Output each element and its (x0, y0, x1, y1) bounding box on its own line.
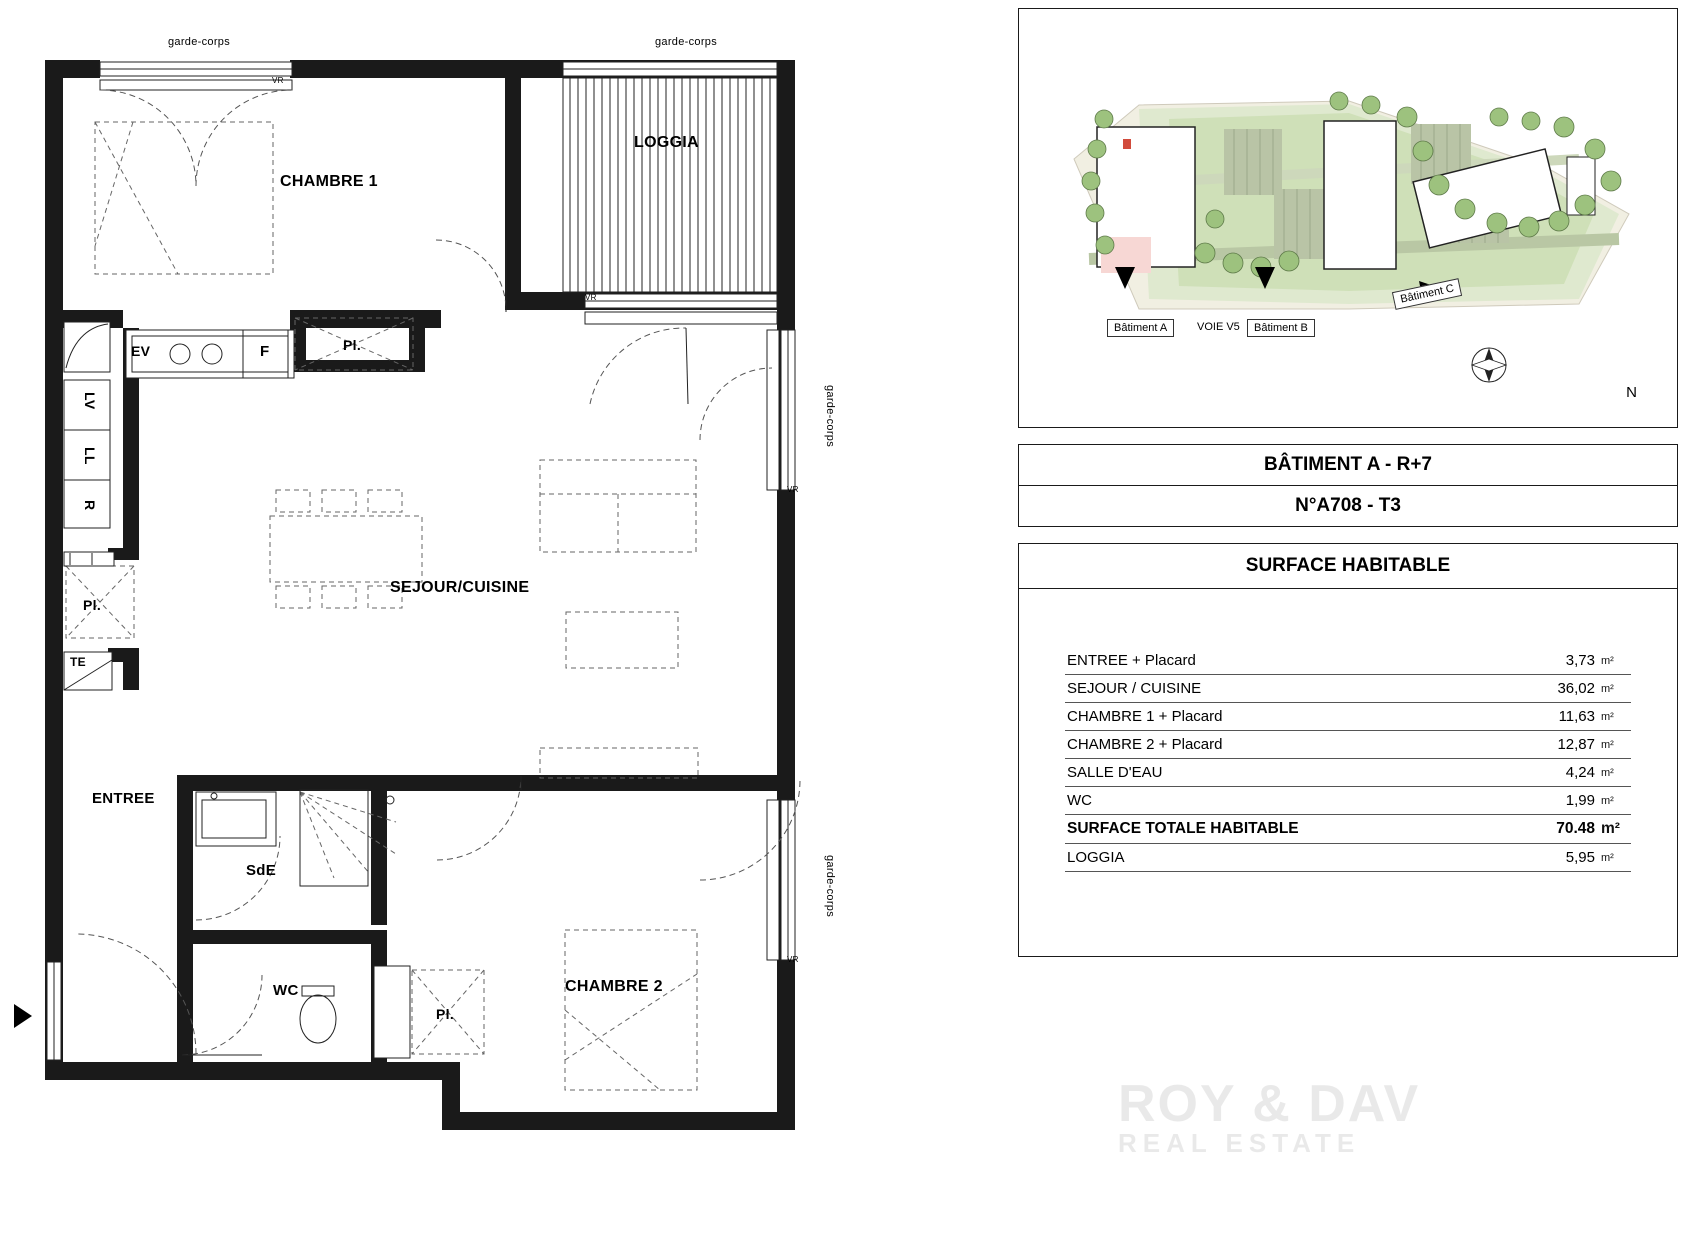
garde-corps-label-top-right: garde-corps (655, 36, 717, 48)
garde-corps-label-right-1: garde-corps (824, 385, 836, 447)
table-row (1065, 759, 1631, 787)
room-label-entree: ENTREE (92, 790, 155, 807)
fixture-label-r: R (82, 500, 98, 511)
site-map (1018, 8, 1678, 428)
surface-heading: SURFACE HABITABLE (1018, 543, 1678, 589)
surface-row-unit: m² (1599, 647, 1631, 675)
title-unit: N°A708 - T3 (1295, 495, 1401, 516)
room-label-loggia: LOGGIA (634, 134, 699, 151)
site-map-drawing (1019, 9, 1677, 427)
watermark-line-1: ROY & DAV (1118, 1075, 1421, 1133)
info-panel (1018, 8, 1678, 957)
garde-corps-label-top-left: garde-corps (168, 36, 230, 48)
surface-extra-unit: m² (1599, 844, 1631, 872)
table-row (1065, 647, 1631, 675)
vr-label-4: VR (787, 955, 799, 964)
table-row (1065, 787, 1631, 815)
surface-total-label: SURFACE TOTALE HABITABLE (1065, 815, 1514, 844)
surface-row-label: SEJOUR / CUISINE (1065, 675, 1514, 703)
surface-row-unit: m² (1599, 759, 1631, 787)
fixture-label-f: F (260, 343, 270, 360)
title-block (1018, 444, 1678, 527)
sitemap-label-batiment-c: Bâtiment C (1392, 278, 1463, 310)
surface-row-unit: m² (1599, 787, 1631, 815)
garde-corps-label-right-2: garde-corps (824, 855, 836, 917)
table-row (1065, 844, 1631, 872)
surface-row-value: 4,24 (1514, 759, 1599, 787)
vr-label-1: VR (272, 76, 284, 85)
room-label-wc: WC (273, 982, 299, 999)
surface-row-value: 3,73 (1514, 647, 1599, 675)
surface-row-value: 36,02 (1514, 675, 1599, 703)
surface-row-value: 12,87 (1514, 731, 1599, 759)
fixture-label-placard-2: Pl. (83, 597, 102, 613)
title-building: BÂTIMENT A - R+7 (1019, 445, 1677, 486)
vr-label-3: VR (787, 485, 799, 494)
surface-row-value: 11,63 (1514, 703, 1599, 731)
surface-total-value: 70.48 (1514, 815, 1599, 844)
surface-row-label: SALLE D'EAU (1065, 759, 1514, 787)
surface-row-label: ENTREE + Placard (1065, 647, 1514, 675)
surface-row-label: CHAMBRE 1 + Placard (1065, 703, 1514, 731)
fixture-label-ll: LL (82, 447, 98, 465)
surface-row-unit: m² (1599, 675, 1631, 703)
surface-row-unit: m² (1599, 703, 1631, 731)
surface-row-label: WC (1065, 787, 1514, 815)
watermark-line-2: REAL ESTATE (1118, 1128, 1361, 1158)
surface-row-value: 1,99 (1514, 787, 1599, 815)
room-label-chambre2: CHAMBRE 2 (565, 978, 663, 995)
fixture-label-ev: EV (131, 343, 151, 359)
surface-table-panel (1018, 589, 1678, 957)
table-row-total (1065, 815, 1631, 844)
watermark (1118, 1075, 1538, 1198)
sitemap-label-batiment-b: Bâtiment B (1247, 319, 1315, 337)
entrance-arrow-icon (14, 1004, 32, 1028)
compass-north-label: N (1626, 384, 1637, 401)
room-label-sde: SdE (246, 862, 277, 879)
room-label-chambre1: CHAMBRE 1 (280, 173, 378, 190)
kitchen (64, 322, 294, 690)
sitemap-label-voie-v5: VOIE V5 (1191, 319, 1246, 335)
surface-extra-value: 5,95 (1514, 844, 1599, 872)
surface-row-label: CHAMBRE 2 + Placard (1065, 731, 1514, 759)
table-row (1065, 703, 1631, 731)
fixture-label-lv: LV (82, 392, 98, 410)
fixture-label-placard-1: Pl. (343, 337, 362, 353)
surface-extra-label: LOGGIA (1065, 844, 1514, 872)
surface-total-unit: m² (1599, 815, 1631, 844)
fixture-label-placard-3: Pl. (436, 1006, 455, 1022)
table-row (1065, 675, 1631, 703)
sitemap-label-batiment-a: Bâtiment A (1107, 319, 1174, 337)
table-row (1065, 731, 1631, 759)
surface-row-unit: m² (1599, 731, 1631, 759)
room-label-sejour-cuisine: SEJOUR/CUISINE (390, 579, 530, 596)
vr-label-2: VR (585, 293, 597, 302)
loggia-hatch (563, 78, 777, 292)
fixture-label-te: TE (70, 655, 86, 669)
surface-table (1065, 647, 1631, 872)
